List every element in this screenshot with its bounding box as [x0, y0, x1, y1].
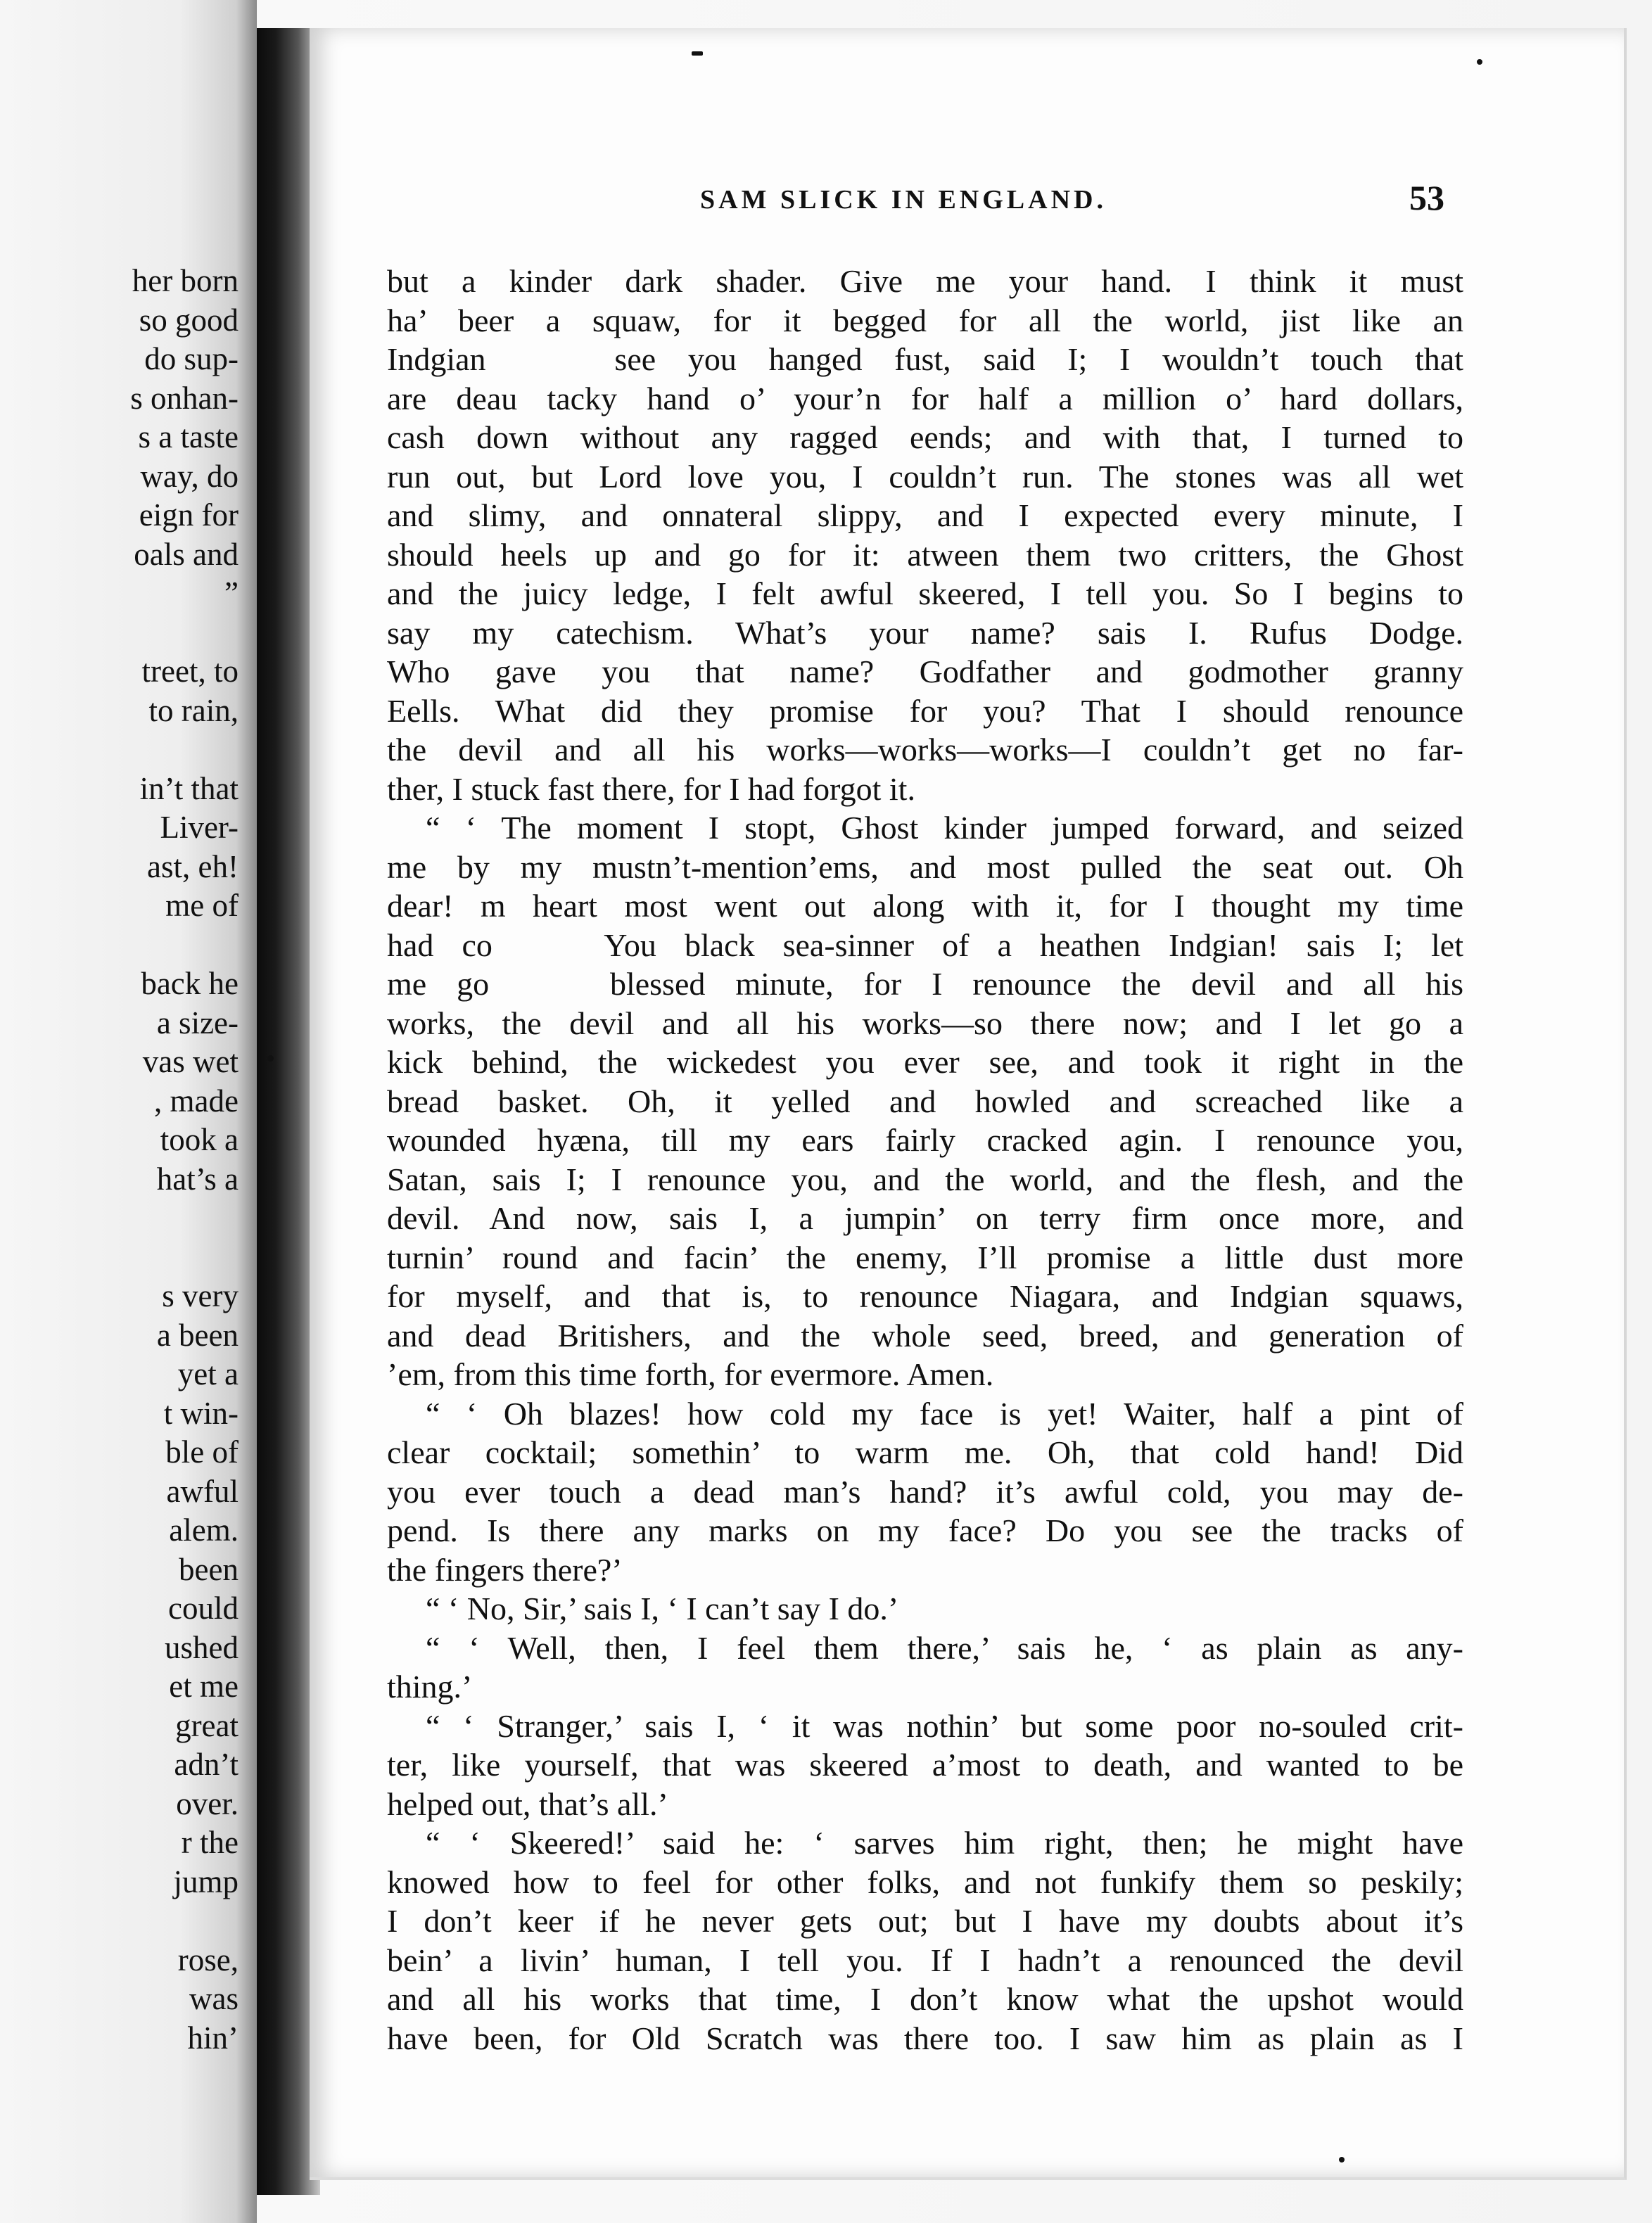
text-line: I don’t keer if he never gets out; but I have my doubts about it’s [387, 1903, 1463, 1939]
text-line: bread basket. Oh, it yelled and howled and screached like a [387, 1083, 1463, 1119]
facing-page-line [130, 1199, 239, 1238]
facing-page-line: eign for [139, 497, 239, 533]
facing-page-line: vas wet [142, 1044, 239, 1079]
facing-page-line: treet, to [141, 654, 239, 689]
text-line: kick behind, the wickedest you ever see, and took it right in the [387, 1044, 1463, 1080]
text-line: Satan, sais I; I renounce you, and the world, and the flesh, and the [387, 1161, 1463, 1197]
text-line: run out, but Lord love you, I couldn’t run. The stones was all wet [387, 458, 1463, 495]
text-line: me go blessed minute, for I renounce the devil and all his [387, 966, 1463, 1002]
facing-page-line: over. [176, 1785, 239, 1821]
text-line: Eells. What did they promise for you? That I should renounce [387, 692, 1463, 729]
facing-page-line: was [189, 1981, 239, 2016]
text-line: but a kinder dark shader. Give me your hand. I think it must [387, 263, 1463, 299]
text-line: the fingers there?’ [387, 1551, 623, 1588]
facing-page-line: Liver- [160, 810, 239, 845]
text-line: should heels up and go for it: atween them two critters, the Ghost [387, 536, 1463, 573]
facing-page-line: , made [154, 1083, 239, 1119]
page-number: 53 [1409, 178, 1444, 217]
text-line: me by my mustn’t-mention’ems, and most pulled the seat out. Oh [387, 848, 1463, 885]
facing-page-text [130, 262, 239, 2058]
text-line: helped out, that’s all.’ [387, 1785, 668, 1822]
facing-page-line: alem. [169, 1512, 239, 1548]
text-line: the devil and all his works—works—works—I couldn’t get no far- [387, 732, 1463, 767]
text-line: Who gave you that name? Godfather and godmother granny [387, 654, 1463, 689]
text-line: for myself, and that is, to renounce Niagara, and Indgian squaws, [387, 1278, 1463, 1314]
facing-page-line: s onhan- [130, 380, 239, 416]
facing-page-line: could [168, 1591, 239, 1626]
text-line: “ ‘ Oh blazes! how cold my face is yet! Waiter, half a pint of [426, 1395, 1463, 1432]
running-head: SAM SLICK IN ENGLAND. [700, 185, 1107, 215]
facing-page-line: hat’s a [156, 1161, 239, 1197]
facing-page-line: s very [162, 1278, 239, 1313]
facing-page-line: ble of [165, 1434, 239, 1470]
facing-page-line: awful [166, 1473, 239, 1509]
facing-page-line: t win- [163, 1395, 239, 1431]
facing-page-line: a been [156, 1317, 239, 1353]
text-line: and slimy, and onnateral slippy, and I expected every minute, I [387, 497, 1463, 533]
ink-speck [1477, 59, 1482, 65]
facing-page-line [130, 926, 239, 965]
text-line: ’em, from this time forth, for evermore. Amen. [387, 1356, 994, 1392]
facing-page-line: jump [173, 1864, 239, 1899]
facing-page-line: a size- [156, 1005, 239, 1040]
facing-page-line: took a [160, 1122, 239, 1157]
text-line: and the juicy ledge, I felt awful skeered, I tell you. So I begins to [387, 575, 1463, 611]
text-line: bein’ a livin’ human, I tell you. If I hadn’t a renounced the devil [387, 1942, 1463, 1978]
text-line: “ ‘ Well, then, I feel them there,’ sais he, ‘ as plain as any- [426, 1629, 1463, 1666]
facing-page-line: great [175, 1707, 239, 1743]
text-line: thing.’ [387, 1669, 473, 1705]
text-line: works, the devil and all his works—so there now; and I let go a [387, 1005, 1463, 1041]
text-line: and dead Britishers, and the whole seed, breed, and generation of [387, 1317, 1463, 1353]
facing-page-line: hin’ [187, 2020, 239, 2056]
facing-page-line: to rain, [148, 692, 239, 728]
facing-page-line: ast, eh! [147, 848, 239, 884]
text-line: say my catechism. What’s your name? sais I. Rufus Dodge. [387, 614, 1463, 651]
text-line: devil. And now, sais I, a jumpin’ on terry firm once more, and [387, 1200, 1463, 1236]
ink-speck [692, 51, 703, 56]
facing-page-line: yet a [177, 1356, 239, 1391]
text-line: clear cocktail; somethin’ to warm me. Oh, that cold hand! Did [387, 1434, 1463, 1470]
text-line: cash down without any ragged eends; and with that, I turned to [387, 419, 1463, 455]
text-line: turnin’ round and facin’ the enemy, I’ll promise a little dust more [387, 1239, 1463, 1275]
facing-page-line [130, 613, 239, 653]
ink-speck [267, 1055, 274, 1062]
text-line: have been, for Old Scratch was there too. I saw him as plain as I [387, 2020, 1463, 2056]
facing-page-line: s a taste [138, 419, 239, 454]
facing-page-line: in’t that [139, 770, 239, 806]
facing-page-line: do sup- [144, 341, 239, 376]
facing-page-line: so good [139, 302, 239, 338]
text-line: ha’ beer a squaw, for it begged for all the world, jist like an [387, 302, 1463, 338]
facing-page-line [130, 1902, 239, 1941]
facing-page-line: way, do [140, 458, 239, 494]
text-line: ter, like yourself, that was skeered a’most to death, and wanted to be [387, 1747, 1463, 1783]
facing-page-line: rose, [177, 1942, 239, 1977]
facing-page-line: ushed [165, 1629, 239, 1665]
facing-page-fragment [0, 0, 257, 2223]
text-line: and all his works that time, I don’t know what the upshot would [387, 1981, 1463, 2017]
text-line: you ever touch a dead man’s hand? it’s awful cold, you may de- [387, 1473, 1463, 1510]
facing-page-line: oals and [134, 536, 239, 572]
text-line: wounded hyæna, till my ears fairly cracked agin. I renounce you, [387, 1122, 1463, 1158]
text-line: “ ‘ Skeered!’ said he: ‘ sarves him right, then; he might have [426, 1825, 1463, 1861]
page-body-text [387, 262, 1463, 2058]
facing-page-line [130, 1238, 239, 1278]
facing-page-line: adn’t [174, 1747, 239, 1782]
text-line: had co You black sea-sinner of a heathen Indgian! sais I; let [387, 926, 1463, 963]
facing-page-line: me of [165, 888, 239, 923]
text-line: pend. Is there any marks on my face? Do you see the tracks of [387, 1512, 1463, 1548]
text-line: Indgian see you hanged fust, said I; I wouldn’t touch that [387, 341, 1463, 377]
facing-page-line: ” [224, 575, 239, 611]
text-line: “ ‘ No, Sir,’ sais I, ‘ I can’t say I do.’ [426, 1591, 899, 1626]
facing-page-line: r the [181, 1825, 239, 1860]
text-line: knowed how to feel for other folks, and not funkify them so peskily; [387, 1864, 1463, 1900]
facing-page-line: back he [141, 966, 239, 1001]
text-line: ther, I stuck fast there, for I had forgot it. [387, 770, 915, 807]
ink-speck [1339, 2157, 1345, 2163]
text-line: dear! m heart most went out along with it, for I thought my time [387, 888, 1463, 924]
facing-page-line [130, 730, 239, 770]
text-line: “ ‘ Stranger,’ sais I, ‘ it was nothin’ but some poor no-souled crit- [426, 1707, 1463, 1744]
text-line: are deau tacky hand o’ your’n for half a million o’ hard dollars, [387, 380, 1463, 416]
facing-page-line: her born [132, 263, 239, 298]
facing-page-line: been [179, 1551, 239, 1587]
facing-page-line: et me [169, 1669, 239, 1704]
text-line: “ ‘ The moment I stopt, Ghost kinder jumped forward, and seized [426, 810, 1463, 846]
